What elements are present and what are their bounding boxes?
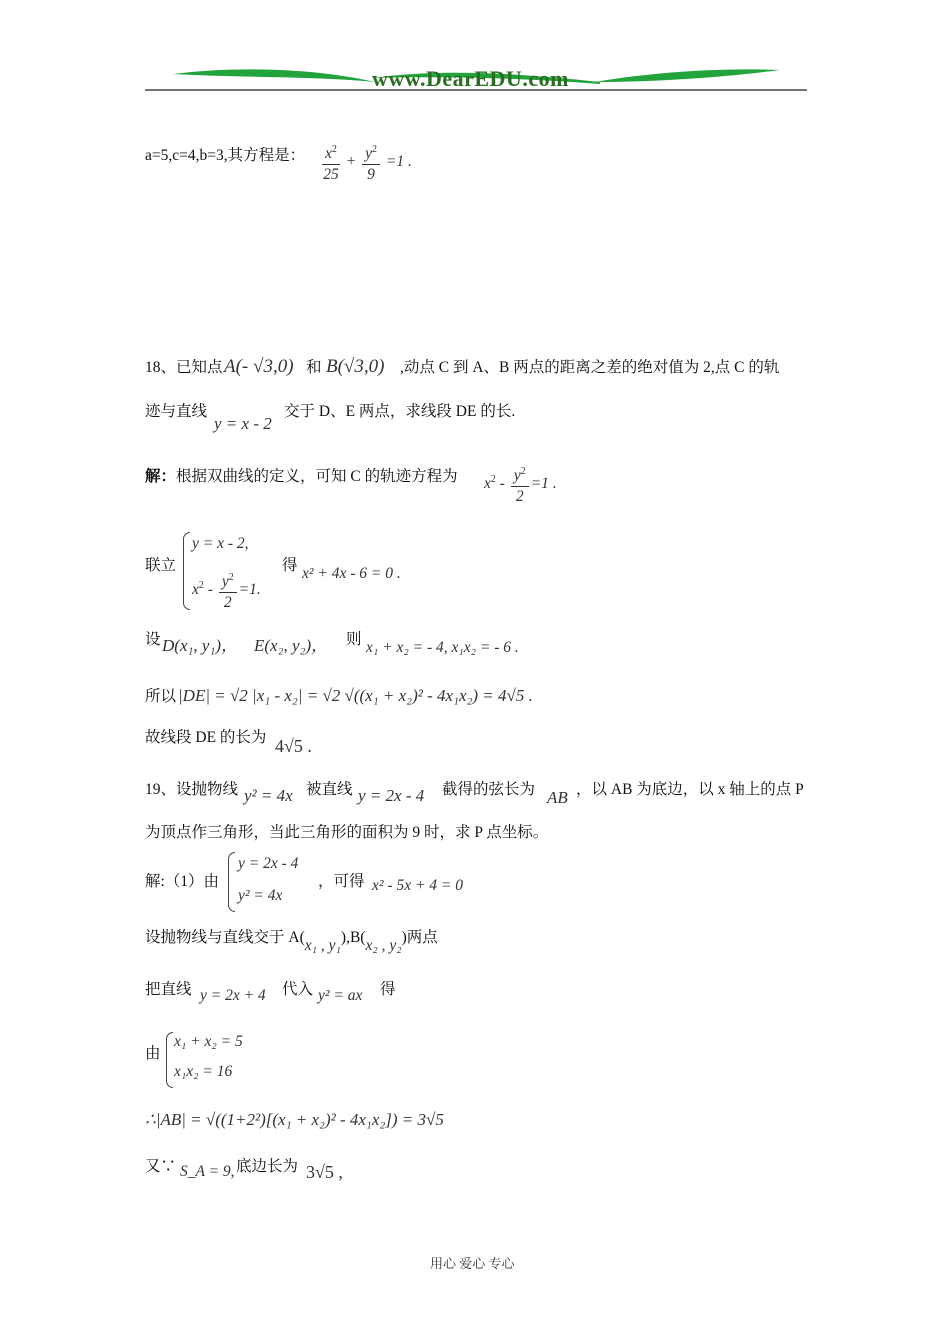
q19-ab: AB — [547, 788, 568, 807]
q18-conclusion: 故线段 DE 的长为 — [145, 729, 267, 746]
q18-point-e: E(x₂, y₂)， — [254, 636, 329, 655]
q18-quadratic: x² + 4x - 6 = 0 . — [302, 565, 401, 582]
q19-system-brace — [228, 852, 235, 912]
q18-prefix: 18、已知点 — [145, 359, 223, 376]
q18-he: 和 — [306, 359, 322, 376]
q19-ab-length: ∴|AB| = √((1+2²)[(x₁ + x₂)² - 4x₁x₂]) = 3√5 — [145, 1110, 444, 1129]
q19-point-a-coords: x₁ , y₁ — [304, 937, 341, 954]
footer-text: 用心 爱心 专心 — [430, 1256, 515, 1271]
q19-line1-mid: 被直线 — [306, 781, 353, 798]
q19-vieta-sum: x₁ + x₂ = 5 — [174, 1033, 243, 1050]
q18-line2-pre: 迹与直线 — [145, 403, 208, 420]
q18-point-b: B(√3,0) — [326, 356, 385, 377]
q19-you: 由 — [145, 1045, 161, 1062]
q19-line1-post: ，以 AB 为底边，以 x 轴上的点 P — [576, 781, 804, 798]
q19-solution-equation: x² - 5x + 4 = 0 — [372, 877, 463, 894]
header-logo-text: www.DearEDU.com — [372, 66, 569, 91]
q18-answer: 4√5 . — [275, 736, 312, 756]
q19-solution-mid: ，可得 — [318, 873, 365, 890]
q18-system-brace — [183, 532, 190, 610]
q19-line1-pre: 19、设抛物线 — [145, 781, 239, 798]
p17-answer-text: a=5,c=4,b=3,其方程是： — [145, 147, 306, 164]
q19-solution-pre: 解:（1）由 — [145, 873, 220, 890]
q18-suoyi: 所以 — [145, 688, 177, 705]
q18-hyperbola-equation: $x^2$ - $\frac{y^2}{2}$ =1 . — [484, 462, 557, 507]
q18-system-eq2: $x^2$ - $\frac{y^2}{2}$ =1. — [192, 568, 261, 613]
q18-solution-label: 解： — [145, 468, 177, 485]
q19-base: 3√5 , — [306, 1162, 343, 1182]
q19-sub-post: 得 — [380, 981, 396, 998]
q19-intersection-post: )两点 — [401, 929, 438, 946]
q19-point-b-coords: x₂ , y₂ — [365, 937, 402, 954]
q19-intersection-pre: 设抛物线与直线交于 A( — [145, 929, 305, 946]
q18-line-equation: y = x - 2 — [214, 414, 272, 433]
q19-parabola: y² = 4x — [244, 786, 293, 805]
q19-vieta-brace — [166, 1032, 173, 1088]
q19-sub-parabola: y² = ax — [318, 987, 363, 1004]
q19-area-pre: 又∵ — [145, 1158, 177, 1175]
q19-intersection — [145, 928, 438, 954]
q19-sub-pre: 把直线 — [145, 981, 192, 998]
q18-point-a: A(- √3,0) — [224, 356, 294, 377]
q19-system-eq2: y² = 4x — [238, 887, 283, 904]
q19-line1-mid2: 截得的弦长为 — [442, 781, 536, 798]
q18-distance: |DE| = √2 |x₁ - x₂| = √2 √((x₁ + x₂)² - 4x₁x₂) = 4√5 . — [178, 686, 533, 705]
q18-vieta: x₁ + x₂ = - 4, x₁x₂ = - 6 . — [366, 639, 519, 656]
q19-vieta-product: x₁x₂ = 16 — [174, 1063, 233, 1080]
q19-line-equation: y = 2x - 4 — [358, 786, 425, 805]
q18-rest1: ,动点 C 到 A、B 两点的距离之差的绝对值为 2,点 C 的轨 — [400, 359, 780, 376]
q18-solution — [145, 467, 458, 487]
q18-she: 设 — [145, 631, 161, 648]
q18-line2-post: 交于 D、E 两点，求线段 DE 的长. — [284, 403, 516, 420]
q19-line2: 为顶点作三角形，当此三角形的面积为 9 时，求 P 点坐标。 — [145, 824, 549, 841]
q18-solution-text: 根据双曲线的定义，可知 C 的轨迹方程为 — [176, 468, 458, 485]
q19-intersection-mid: ),B( — [340, 929, 366, 946]
q19-area: S_A = 9, — [180, 1163, 235, 1180]
q18-de: 得 — [282, 557, 298, 574]
q19-sub-line: y = 2x + 4 — [200, 987, 266, 1004]
q18-system-eq1: y = x - 2, — [192, 535, 249, 552]
q18-point-d: D(x₁, y₁)， — [162, 636, 239, 655]
q19-base-pre: 底边长为 — [236, 1158, 299, 1175]
q19-sub-mid: 代入 — [282, 981, 314, 998]
q19-system-eq1: y = 2x - 4 — [238, 855, 299, 872]
q18-ze: 则 — [346, 631, 362, 648]
p17-answer-equation: $\frac{x^2}{25}$ + $\frac{y^2}{9}$ =1 . — [320, 140, 412, 185]
q18-lianli: 联立 — [145, 557, 177, 574]
